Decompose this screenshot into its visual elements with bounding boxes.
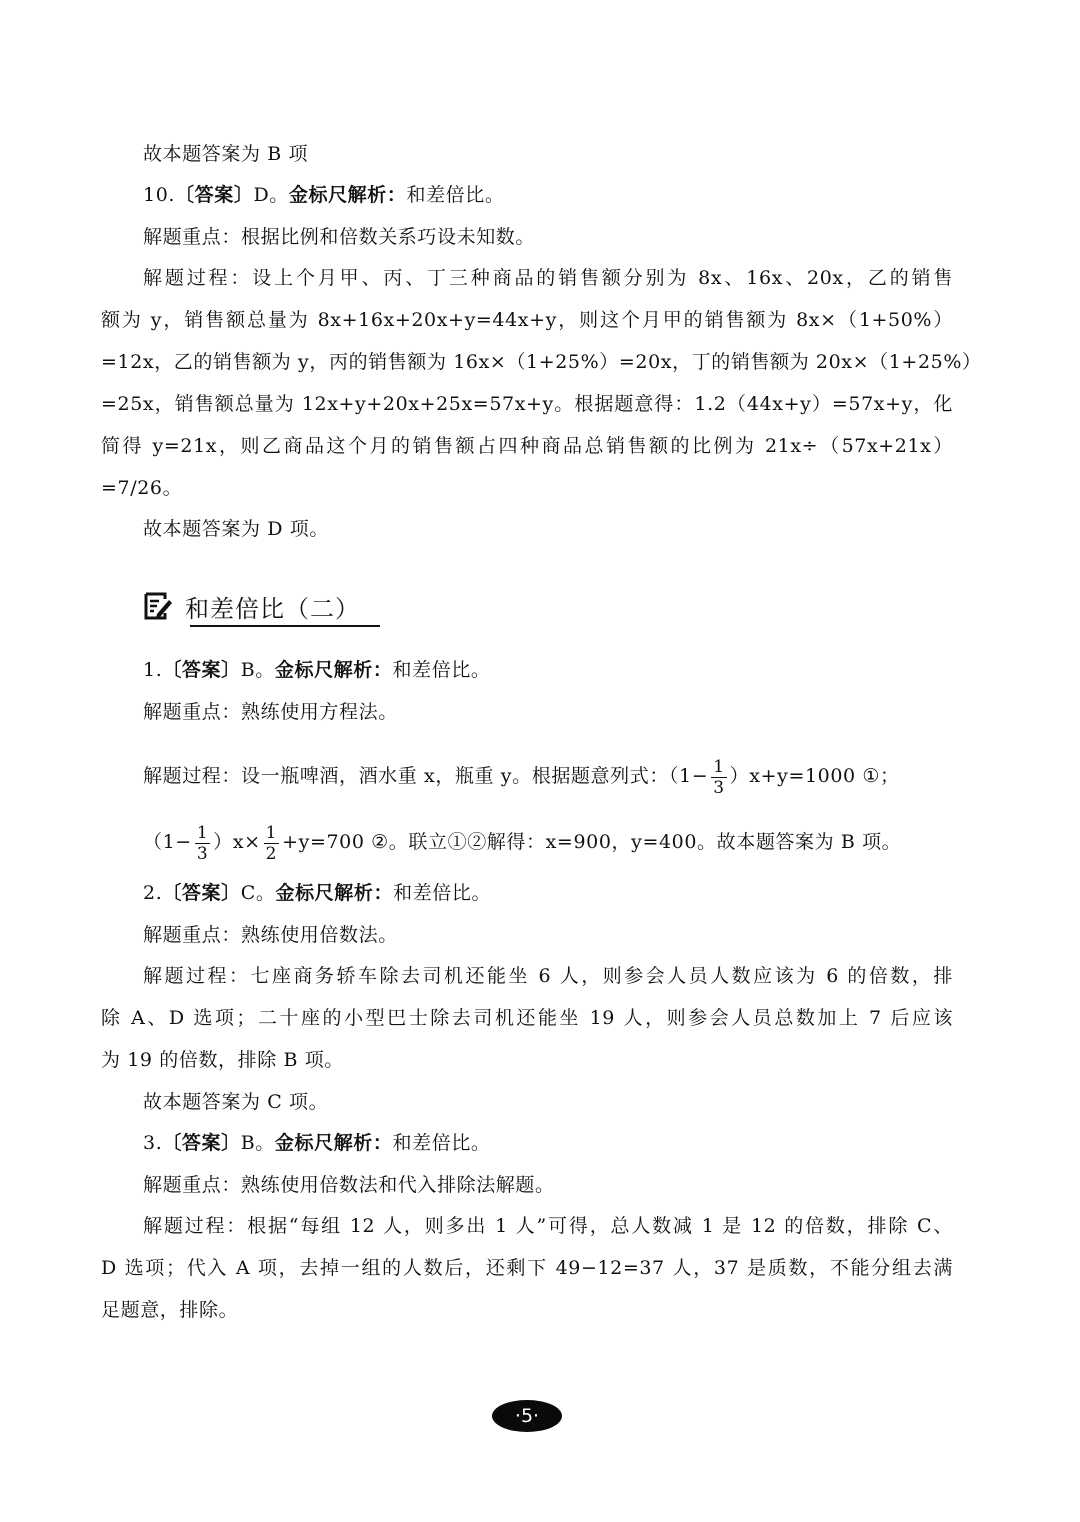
q3-analysis-label: 金标尺解析： (274, 1132, 393, 1154)
fraction-one-third: $\frac{1}{3}$ (196, 822, 209, 864)
q10-process-line: =25x，销售额总量为 12x+y+20x+25x=57x+y。根据题意得：1.2（44x+y）=57x+y，化 (101, 393, 953, 415)
q2-number: 2. (143, 882, 163, 904)
q1-answer-bracket: 〔答案〕 (162, 659, 241, 681)
q3-number: 3. (143, 1132, 163, 1154)
q10-header (143, 181, 505, 209)
q1-process-text: ）x+y=1000 ①； (729, 765, 900, 787)
q10-answer-letter: D。 (253, 184, 289, 206)
q10-process-line: =7/26。 (101, 477, 183, 499)
q1-header (143, 656, 491, 684)
q1-key-point: 解题重点：熟练使用方程法。 (143, 701, 398, 723)
q1-analysis-value: 和差倍比。 (392, 659, 491, 681)
q10-number: 10. (143, 184, 176, 206)
q10-answer-bracket: 〔答案〕 (175, 184, 254, 206)
q2-process-line: 为 19 的倍数，排除 B 项。 (101, 1049, 344, 1071)
q2-header (143, 879, 491, 907)
q2-analysis-label: 金标尺解析： (275, 882, 394, 904)
section-title: 和差倍比（二） (185, 594, 360, 623)
q10-analysis-label: 金标尺解析： (288, 184, 407, 206)
q10-process-line: 简得 y=21x，则乙商品这个月的销售额占四种商品总销售额的比例为 21x÷（57x+21x） (101, 435, 953, 457)
page-number-badge: ·5· (492, 1400, 562, 1432)
section-underline (190, 625, 380, 627)
q2-answer-letter: C。 (240, 882, 276, 904)
prev-conclusion: 故本题答案为 B 项 (143, 143, 309, 165)
q10-key-point: 解题重点：根据比例和倍数关系巧设未知数。 (143, 226, 536, 248)
q3-header (143, 1129, 491, 1157)
section-header (143, 586, 360, 626)
q2-analysis-value: 和差倍比。 (393, 882, 492, 904)
q3-answer-bracket: 〔答案〕 (162, 1132, 241, 1154)
q1-answer-letter: B。 (240, 659, 275, 681)
q10-process-line: =12x，乙的销售额为 y，丙的销售额为 16x×（1+25%）=20x，丁的销售额为 20x×（1+25%） (101, 351, 982, 373)
q3-process-line: D 选项；代入 A 项，去掉一组的人数后，还剩下 49−12=37 人，37 是质数，不能分组去满 (101, 1257, 953, 1279)
q1-process-line (143, 822, 901, 864)
q3-process-line: 解题过程：根据“每组 12 人，则多出 1 人”可得，总人数减 1 是 12 的倍数，排除 C、 (143, 1215, 953, 1237)
fraction-one-half: $\frac{1}{2}$ (265, 822, 278, 864)
q2-answer-bracket: 〔答案〕 (162, 882, 241, 904)
q3-process-line: 足题意，排除。 (101, 1299, 239, 1321)
q10-process-line: 额为 y，销售额总量为 8x+16x+20x+y=44x+y，则这个月甲的销售额为 8x×（1+50%） (101, 309, 953, 331)
q3-analysis-value: 和差倍比。 (392, 1132, 491, 1154)
q3-answer-letter: B。 (240, 1132, 275, 1154)
q2-key-point: 解题重点：熟练使用倍数法。 (143, 924, 398, 946)
q2-process-line: 解题过程：七座商务轿车除去司机还能坐 6 人，则参会人员人数应该为 6 的倍数，排 (143, 965, 953, 987)
q1-process-text: +y=700 ②。联立①②解得：x=900，y=400。故本题答案为 B 项。 (282, 831, 902, 853)
q1-process-text: （1− (143, 831, 192, 853)
q3-key-point: 解题重点：熟练使用倍数法和代入排除法解题。 (143, 1174, 555, 1196)
q10-analysis-value: 和差倍比。 (406, 184, 505, 206)
q2-conclusion: 故本题答案为 C 项。 (143, 1091, 329, 1113)
q1-process-line (143, 756, 900, 798)
q1-analysis-label: 金标尺解析： (274, 659, 393, 681)
q1-number: 1. (143, 659, 163, 681)
q2-process-line: 除 A、D 选项；二十座的小型巴士除去司机还能坐 19 人，则参会人员总数加上 7 后应该 (101, 1007, 953, 1029)
fraction-one-third: $\frac{1}{3}$ (713, 756, 725, 798)
q10-process-line: 解题过程：设上个月甲、丙、丁三种商品的销售额分别为 8x、16x、20x，乙的销售 (143, 267, 953, 289)
q10-conclusion: 故本题答案为 D 项。 (143, 518, 329, 540)
note-edit-icon (143, 591, 173, 621)
q1-process-text: 解题过程：设一瓶啤酒，酒水重 x，瓶重 y。根据题意列式：（1− (143, 765, 709, 787)
q1-process-text: ）x× (213, 831, 261, 853)
